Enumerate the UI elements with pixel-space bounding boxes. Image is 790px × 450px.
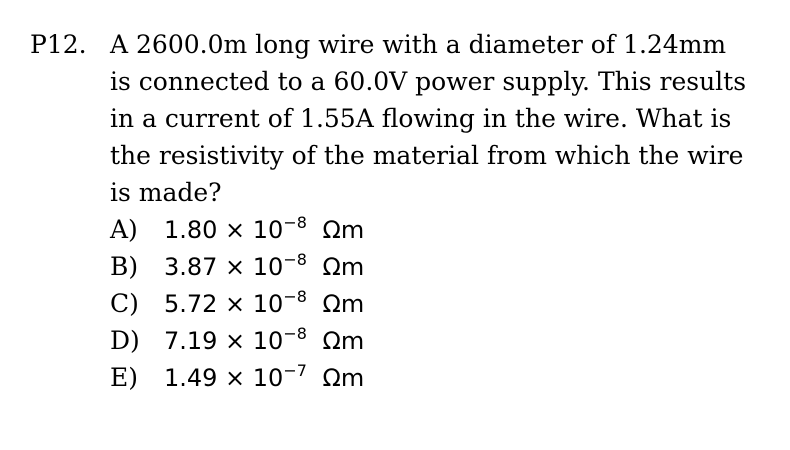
- choice-exponent: −8: [283, 213, 307, 232]
- choice-base: × 10: [225, 327, 284, 355]
- choice-base: × 10: [225, 253, 284, 281]
- answer-choice-a[interactable]: [110, 211, 770, 248]
- problem-block: [30, 26, 770, 396]
- choice-letter: A): [110, 215, 138, 244]
- choice-letter: B): [110, 252, 139, 281]
- problem-number: P12.: [30, 30, 87, 59]
- answer-choice-e[interactable]: [110, 359, 770, 396]
- problem-header: [30, 26, 770, 211]
- choice-letter: C): [110, 289, 139, 318]
- choice-unit: Ωm: [322, 364, 365, 392]
- choice-base: × 10: [225, 216, 284, 244]
- answer-choice-b[interactable]: [110, 248, 770, 285]
- choice-unit: Ωm: [322, 290, 365, 318]
- answer-choices: [30, 211, 770, 396]
- choice-exponent: −7: [283, 361, 307, 380]
- choice-letter: E): [110, 363, 139, 392]
- choice-exponent: −8: [283, 324, 307, 343]
- choice-base: × 10: [225, 290, 284, 318]
- choice-value: [163, 287, 365, 318]
- choice-unit: Ωm: [322, 253, 365, 281]
- answer-choice-c[interactable]: [110, 285, 770, 322]
- choice-letter: D): [110, 326, 140, 355]
- choice-mantissa: 1.49: [163, 364, 218, 392]
- choice-mantissa: 7.19: [163, 327, 218, 355]
- choice-value: [163, 250, 365, 281]
- choice-value: [163, 213, 365, 244]
- choice-exponent: −8: [283, 250, 307, 269]
- choice-exponent: −8: [283, 287, 307, 306]
- choice-value: [163, 324, 365, 355]
- choice-unit: Ωm: [322, 216, 365, 244]
- choice-mantissa: 3.87: [163, 253, 218, 281]
- choice-mantissa: 1.80: [163, 216, 218, 244]
- choice-value: [163, 361, 365, 392]
- choice-mantissa: 5.72: [163, 290, 218, 318]
- answer-choice-d[interactable]: [110, 322, 770, 359]
- problem-question: A 2600.0m long wire with a diameter of 1.24mm is connected to a 60.0V power supply. This results in a current of 1.55A flowing in the wire. What is the resistivity of the material from which the wire is made?: [110, 30, 747, 207]
- choice-base: × 10: [225, 364, 284, 392]
- choice-unit: Ωm: [322, 327, 365, 355]
